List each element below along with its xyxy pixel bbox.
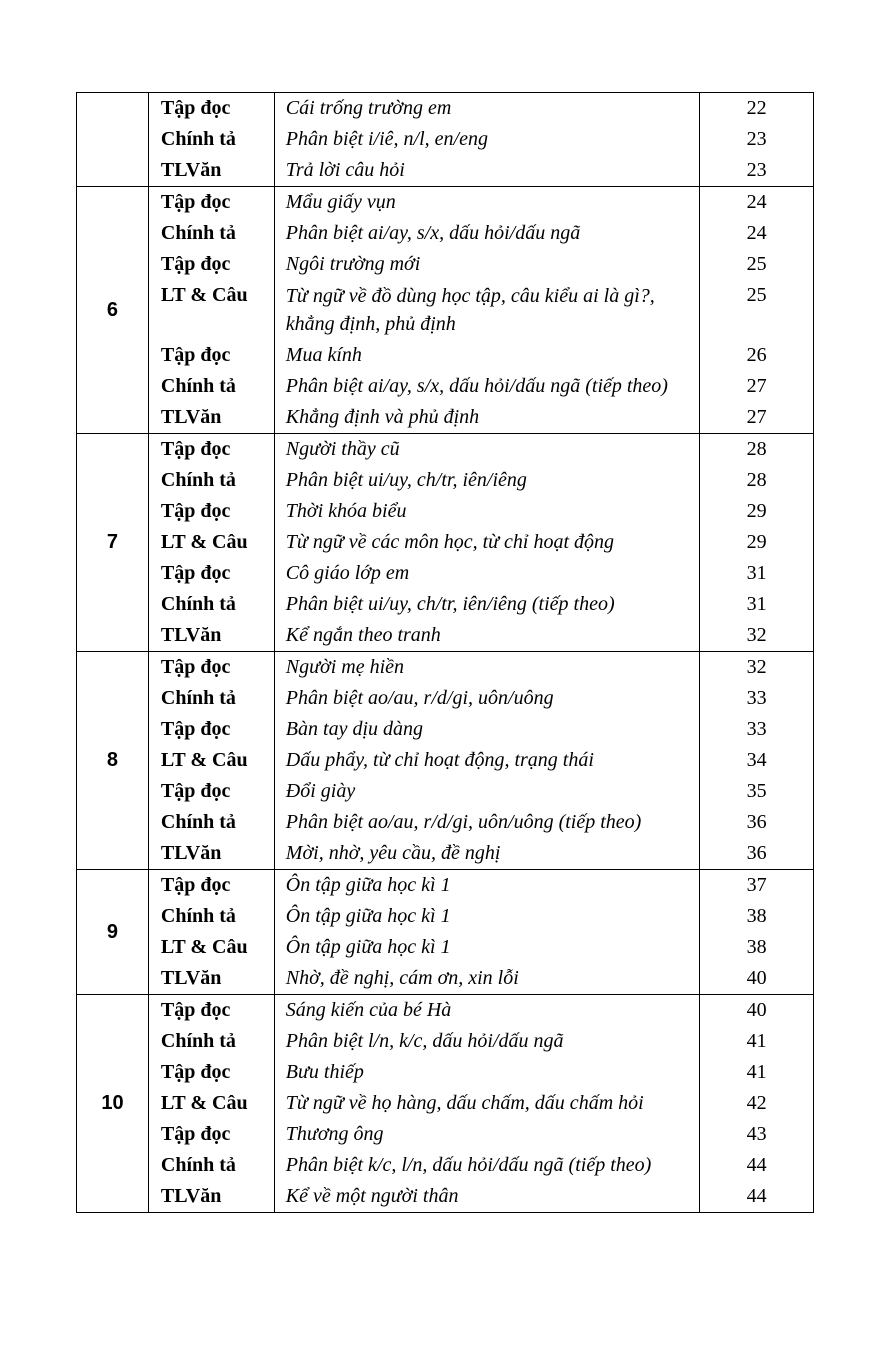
lesson-title-cell: Phân biệt ai/ay, s/x, dấu hỏi/dấu ngã bbox=[274, 218, 699, 249]
page-number-cell: 24 bbox=[700, 218, 814, 249]
page-number-cell: 34 bbox=[700, 745, 814, 776]
lesson-title-cell: Từ ngữ về họ hàng, dấu chấm, dấu chấm hỏi bbox=[274, 1088, 699, 1119]
table-row bbox=[77, 683, 814, 714]
week-number: 6 bbox=[77, 187, 149, 434]
page-number-cell: 44 bbox=[700, 1150, 814, 1181]
table-row bbox=[77, 932, 814, 963]
subject-cell: Chính tả bbox=[148, 1026, 274, 1057]
subject-cell: LT & Câu bbox=[148, 1088, 274, 1119]
table-row bbox=[77, 1119, 814, 1150]
table-row bbox=[77, 1181, 814, 1213]
subject-cell: Tập đọc bbox=[148, 187, 274, 219]
page-number-cell: 40 bbox=[700, 995, 814, 1027]
subject-cell: Tập đọc bbox=[148, 995, 274, 1027]
table-row bbox=[77, 93, 814, 125]
table-row bbox=[77, 838, 814, 870]
lesson-title-cell: Người mẹ hiền bbox=[274, 652, 699, 684]
page-number-cell: 32 bbox=[700, 620, 814, 652]
subject-cell: Chính tả bbox=[148, 589, 274, 620]
table-row bbox=[77, 620, 814, 652]
lesson-title-cell: Thời khóa biểu bbox=[274, 496, 699, 527]
subject-cell: Tập đọc bbox=[148, 558, 274, 589]
lesson-title-cell: Phân biệt k/c, l/n, dấu hỏi/dấu ngã (tiếp theo) bbox=[274, 1150, 699, 1181]
page-number-cell: 29 bbox=[700, 527, 814, 558]
subject-cell: TLVăn bbox=[148, 402, 274, 434]
page-number-cell: 25 bbox=[700, 280, 814, 340]
page-number-cell: 23 bbox=[700, 124, 814, 155]
table-row bbox=[77, 558, 814, 589]
lesson-title-cell: Phân biệt i/iê, n/l, en/eng bbox=[274, 124, 699, 155]
lesson-title-cell: Phân biệt ao/au, r/d/gi, uôn/uông bbox=[274, 683, 699, 714]
subject-cell: Tập đọc bbox=[148, 870, 274, 902]
week-number: 7 bbox=[77, 434, 149, 652]
subject-cell: Tập đọc bbox=[148, 496, 274, 527]
lesson-title-cell: Đổi giày bbox=[274, 776, 699, 807]
lesson-title-cell: Cái trống trường em bbox=[274, 93, 699, 125]
page-number-cell: 37 bbox=[700, 870, 814, 902]
page-number-cell: 36 bbox=[700, 838, 814, 870]
table-row bbox=[77, 496, 814, 527]
lesson-title-cell: Người thầy cũ bbox=[274, 434, 699, 466]
subject-cell: Chính tả bbox=[148, 807, 274, 838]
lesson-title-cell: Kể ngắn theo tranh bbox=[274, 620, 699, 652]
subject-cell: Chính tả bbox=[148, 901, 274, 932]
lesson-title-cell: Sáng kiến của bé Hà bbox=[274, 995, 699, 1027]
table-row bbox=[77, 901, 814, 932]
week-number: 8 bbox=[77, 652, 149, 870]
subject-cell: LT & Câu bbox=[148, 745, 274, 776]
week-number bbox=[77, 93, 149, 187]
table-row bbox=[77, 218, 814, 249]
table-row bbox=[77, 434, 814, 466]
subject-cell: Chính tả bbox=[148, 683, 274, 714]
lesson-title-cell: Dấu phẩy, từ chỉ hoạt động, trạng thái bbox=[274, 745, 699, 776]
table-row bbox=[77, 340, 814, 371]
table-row bbox=[77, 187, 814, 219]
subject-cell: TLVăn bbox=[148, 155, 274, 187]
lesson-title-cell: Bàn tay dịu dàng bbox=[274, 714, 699, 745]
lesson-title-cell: Ôn tập giữa học kì 1 bbox=[274, 870, 699, 902]
subject-cell: Tập đọc bbox=[148, 652, 274, 684]
table-row bbox=[77, 280, 814, 340]
lesson-title-cell: Phân biệt ai/ay, s/x, dấu hỏi/dấu ngã (tiếp theo) bbox=[274, 371, 699, 402]
table-row bbox=[77, 807, 814, 838]
table-row bbox=[77, 155, 814, 187]
lesson-title-cell: Mua kính bbox=[274, 340, 699, 371]
subject-cell: LT & Câu bbox=[148, 527, 274, 558]
subject-cell: Tập đọc bbox=[148, 1119, 274, 1150]
page-number-cell: 29 bbox=[700, 496, 814, 527]
subject-cell: LT & Câu bbox=[148, 932, 274, 963]
lesson-title-cell: Phân biệt ui/uy, ch/tr, iên/iêng bbox=[274, 465, 699, 496]
subject-cell: Tập đọc bbox=[148, 714, 274, 745]
page-number-cell: 38 bbox=[700, 901, 814, 932]
lesson-title-cell: Mẩu giấy vụn bbox=[274, 187, 699, 219]
page-number-cell: 22 bbox=[700, 93, 814, 125]
lesson-title-cell: Nhờ, đề nghị, cám ơn, xin lỗi bbox=[274, 963, 699, 995]
table-row bbox=[77, 870, 814, 902]
subject-cell: Chính tả bbox=[148, 465, 274, 496]
table-row bbox=[77, 589, 814, 620]
table-row bbox=[77, 652, 814, 684]
subject-cell: Tập đọc bbox=[148, 776, 274, 807]
page-number-cell: 27 bbox=[700, 371, 814, 402]
table-row bbox=[77, 124, 814, 155]
subject-cell: Chính tả bbox=[148, 124, 274, 155]
page-number-cell: 33 bbox=[700, 683, 814, 714]
page-number-cell: 24 bbox=[700, 187, 814, 219]
lesson-title-cell: Ngôi trường mới bbox=[274, 249, 699, 280]
table-row bbox=[77, 1026, 814, 1057]
lesson-title-cell: Cô giáo lớp em bbox=[274, 558, 699, 589]
subject-cell: TLVăn bbox=[148, 963, 274, 995]
subject-cell: Tập đọc bbox=[148, 434, 274, 466]
table-row bbox=[77, 1057, 814, 1088]
page-number-cell: 33 bbox=[700, 714, 814, 745]
page-number-cell: 41 bbox=[700, 1026, 814, 1057]
table-row bbox=[77, 527, 814, 558]
table-row bbox=[77, 776, 814, 807]
table-row bbox=[77, 995, 814, 1027]
page-number-cell: 44 bbox=[700, 1181, 814, 1213]
lesson-title-cell: Phân biệt l/n, k/c, dấu hỏi/dấu ngã bbox=[274, 1026, 699, 1057]
table-row bbox=[77, 1088, 814, 1119]
lesson-title-cell: Ôn tập giữa học kì 1 bbox=[274, 901, 699, 932]
table-row bbox=[77, 963, 814, 995]
table-row bbox=[77, 402, 814, 434]
page-number-cell: 28 bbox=[700, 434, 814, 466]
lesson-title-cell: Phân biệt ao/au, r/d/gi, uôn/uông (tiếp theo) bbox=[274, 807, 699, 838]
page-number-cell: 42 bbox=[700, 1088, 814, 1119]
table-row bbox=[77, 714, 814, 745]
subject-cell: Tập đọc bbox=[148, 93, 274, 125]
lesson-title-cell: Từ ngữ về đồ dùng học tập, câu kiểu ai là gì?, khẳng định, phủ định bbox=[274, 280, 699, 340]
page-number-cell: 31 bbox=[700, 589, 814, 620]
subject-cell: Chính tả bbox=[148, 371, 274, 402]
lesson-title-cell: Từ ngữ về các môn học, từ chỉ hoạt động bbox=[274, 527, 699, 558]
page-number-cell: 36 bbox=[700, 807, 814, 838]
subject-cell: Tập đọc bbox=[148, 249, 274, 280]
page-number-cell: 41 bbox=[700, 1057, 814, 1088]
page-number-cell: 35 bbox=[700, 776, 814, 807]
lesson-title-cell: Thương ông bbox=[274, 1119, 699, 1150]
lesson-title-cell: Ôn tập giữa học kì 1 bbox=[274, 932, 699, 963]
lesson-title-cell: Bưu thiếp bbox=[274, 1057, 699, 1088]
subject-cell: TLVăn bbox=[148, 1181, 274, 1213]
page-number-cell: 27 bbox=[700, 402, 814, 434]
page-number-cell: 40 bbox=[700, 963, 814, 995]
week-number: 9 bbox=[77, 870, 149, 995]
page-number-cell: 28 bbox=[700, 465, 814, 496]
lesson-title-cell: Kể về một người thân bbox=[274, 1181, 699, 1213]
lesson-title-cell: Khẳng định và phủ định bbox=[274, 402, 699, 434]
toc-body bbox=[77, 93, 814, 1213]
subject-cell: Chính tả bbox=[148, 218, 274, 249]
lesson-title-cell: Phân biệt ui/uy, ch/tr, iên/iêng (tiếp theo) bbox=[274, 589, 699, 620]
table-row bbox=[77, 249, 814, 280]
subject-cell: TLVăn bbox=[148, 620, 274, 652]
page-number-cell: 31 bbox=[700, 558, 814, 589]
table-row bbox=[77, 745, 814, 776]
lesson-title-cell: Mời, nhờ, yêu cầu, đề nghị bbox=[274, 838, 699, 870]
page-number-cell: 38 bbox=[700, 932, 814, 963]
page-number-cell: 25 bbox=[700, 249, 814, 280]
subject-cell: Tập đọc bbox=[148, 1057, 274, 1088]
subject-cell: Chính tả bbox=[148, 1150, 274, 1181]
week-number: 10 bbox=[77, 995, 149, 1213]
page-number-cell: 23 bbox=[700, 155, 814, 187]
subject-cell: Tập đọc bbox=[148, 340, 274, 371]
subject-cell: TLVăn bbox=[148, 838, 274, 870]
page-number-cell: 26 bbox=[700, 340, 814, 371]
page-number-cell: 32 bbox=[700, 652, 814, 684]
subject-cell: LT & Câu bbox=[148, 280, 274, 340]
table-row bbox=[77, 465, 814, 496]
table-row bbox=[77, 371, 814, 402]
table-row bbox=[77, 1150, 814, 1181]
lesson-title-cell: Trả lời câu hỏi bbox=[274, 155, 699, 187]
page-number-cell: 43 bbox=[700, 1119, 814, 1150]
table-of-contents bbox=[76, 92, 814, 1213]
